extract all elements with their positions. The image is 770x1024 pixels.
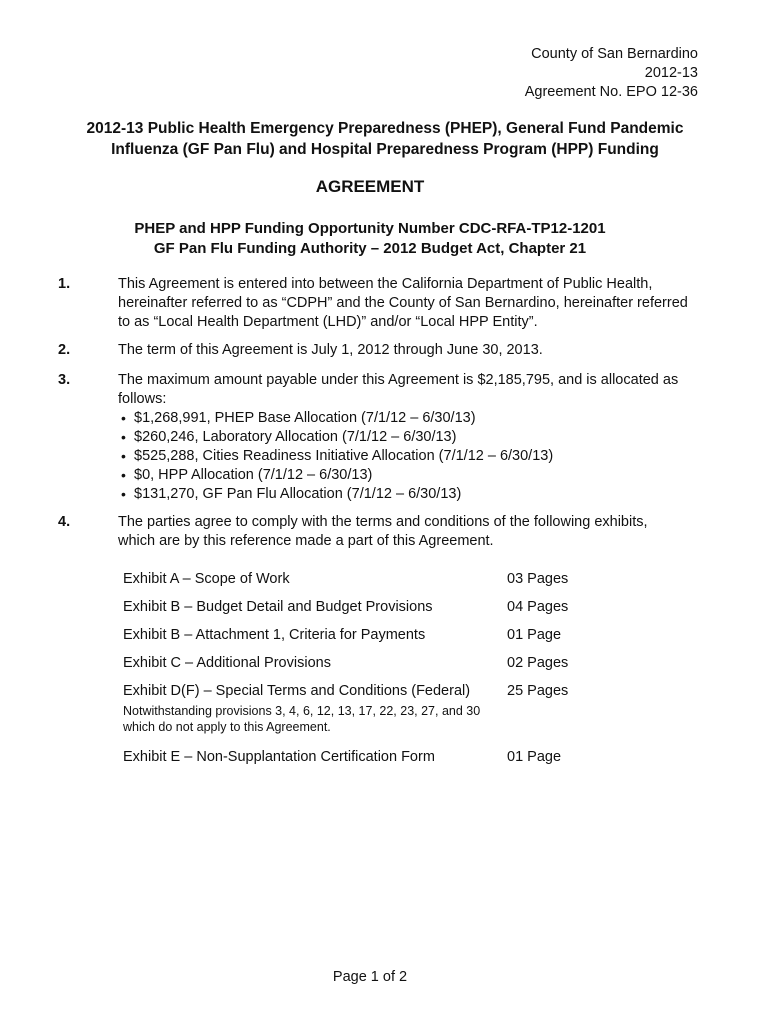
funding-authority-line: GF Pan Flu Funding Authority – 2012 Budget Act, Chapter 21 bbox=[153, 240, 587, 257]
exhibit-name: Exhibit C – Additional Provisions bbox=[123, 655, 331, 671]
exhibit-list bbox=[123, 569, 683, 775]
section-3 bbox=[58, 371, 688, 504]
county-name: County of San Bernardino bbox=[531, 46, 698, 62]
fiscal-year: 2012-13 bbox=[644, 65, 698, 81]
section-text: The maximum amount payable under this Agreement is $2,185,795, and is allocated as follows: bbox=[118, 372, 679, 407]
document-title bbox=[40, 118, 730, 160]
list-item: • $0, HPP Allocation (7/1/12 – 6/30/13) bbox=[121, 467, 373, 483]
exhibit-pages: 25 Pages bbox=[507, 683, 569, 699]
section-number: 1. bbox=[58, 276, 71, 292]
list-item: • $525,288, Cities Readiness Initiative Allocation (7/1/12 – 6/30/13) bbox=[121, 448, 554, 464]
bullet-icon: • bbox=[121, 410, 126, 426]
section-2 bbox=[58, 341, 688, 360]
bullet-icon: • bbox=[121, 429, 126, 445]
section-1 bbox=[58, 275, 688, 332]
exhibit-name: Exhibit D(F) – Special Terms and Conditions (Federal) bbox=[123, 683, 471, 699]
exhibit-pages: 01 Page bbox=[507, 749, 562, 765]
agreement-number: Agreement No. EPO 12-36 bbox=[524, 84, 698, 100]
document-header bbox=[525, 45, 698, 102]
section-4 bbox=[58, 513, 688, 551]
title-line-2: Influenza (GF Pan Flu) and Hospital Preparedness Program (HPP) Funding bbox=[111, 141, 659, 158]
section-number: 2. bbox=[58, 342, 71, 358]
list-item: • $1,268,991, PHEP Base Allocation (7/1/12 – 6/30/13) bbox=[121, 410, 476, 426]
funding-opportunity-line: PHEP and HPP Funding Opportunity Number CDC-RFA-TP12-1201 bbox=[134, 220, 606, 237]
exhibit-pages: 04 Pages bbox=[507, 599, 569, 615]
list-item: • $131,270, GF Pan Flu Allocation (7/1/12 – 6/30/13) bbox=[121, 486, 462, 502]
exhibit-pages: 01 Page bbox=[507, 627, 562, 643]
section-number: 3. bbox=[58, 372, 71, 388]
exhibit-row bbox=[123, 653, 683, 681]
section-text: This Agreement is entered into between the California Department of Public Health, hereinafter referred to as “CDPH” and the County of San Bernardino, hereinafter referred to as “Local Health Department (LHD)” and/or “Local HPP Entity”. bbox=[118, 276, 688, 330]
page-number: Page 1 of 2 bbox=[332, 969, 408, 985]
section-text: The term of this Agreement is July 1, 2012 through June 30, 2013. bbox=[118, 342, 543, 358]
bullet-icon: • bbox=[121, 448, 126, 464]
exhibit-row bbox=[123, 569, 683, 597]
exhibit-name: Exhibit A – Scope of Work bbox=[123, 571, 290, 587]
section-number: 4. bbox=[58, 514, 71, 530]
allocation-list bbox=[118, 409, 688, 504]
exhibit-row bbox=[123, 597, 683, 625]
agreement-heading: AGREEMENT bbox=[315, 177, 425, 196]
section-text: The parties agree to comply with the terms and conditions of the following exhibits, which are by this reference made a part of this Agreement. bbox=[118, 514, 648, 549]
list-item: • $260,246, Laboratory Allocation (7/1/12 – 6/30/13) bbox=[121, 429, 457, 445]
exhibit-name: Exhibit E – Non-Supplantation Certification Form bbox=[123, 749, 435, 765]
bullet-icon: • bbox=[121, 467, 126, 483]
title-line-1: 2012-13 Public Health Emergency Preparedness (PHEP), General Fund Pandemic bbox=[86, 120, 684, 137]
funding-info bbox=[0, 219, 740, 259]
exhibit-pages: 03 Pages bbox=[507, 571, 569, 587]
bullet-icon: • bbox=[121, 486, 126, 502]
exhibit-row bbox=[123, 625, 683, 653]
exhibit-row bbox=[123, 747, 683, 775]
exhibit-note: Notwithstanding provisions 3, 4, 6, 12, 13, 17, 22, 23, 27, and 30 which do not apply to this Agreement. bbox=[123, 704, 481, 734]
exhibit-name: Exhibit B – Budget Detail and Budget Provisions bbox=[123, 599, 433, 615]
exhibit-name: Exhibit B – Attachment 1, Criteria for Payments bbox=[123, 627, 426, 643]
exhibit-pages: 02 Pages bbox=[507, 655, 569, 671]
